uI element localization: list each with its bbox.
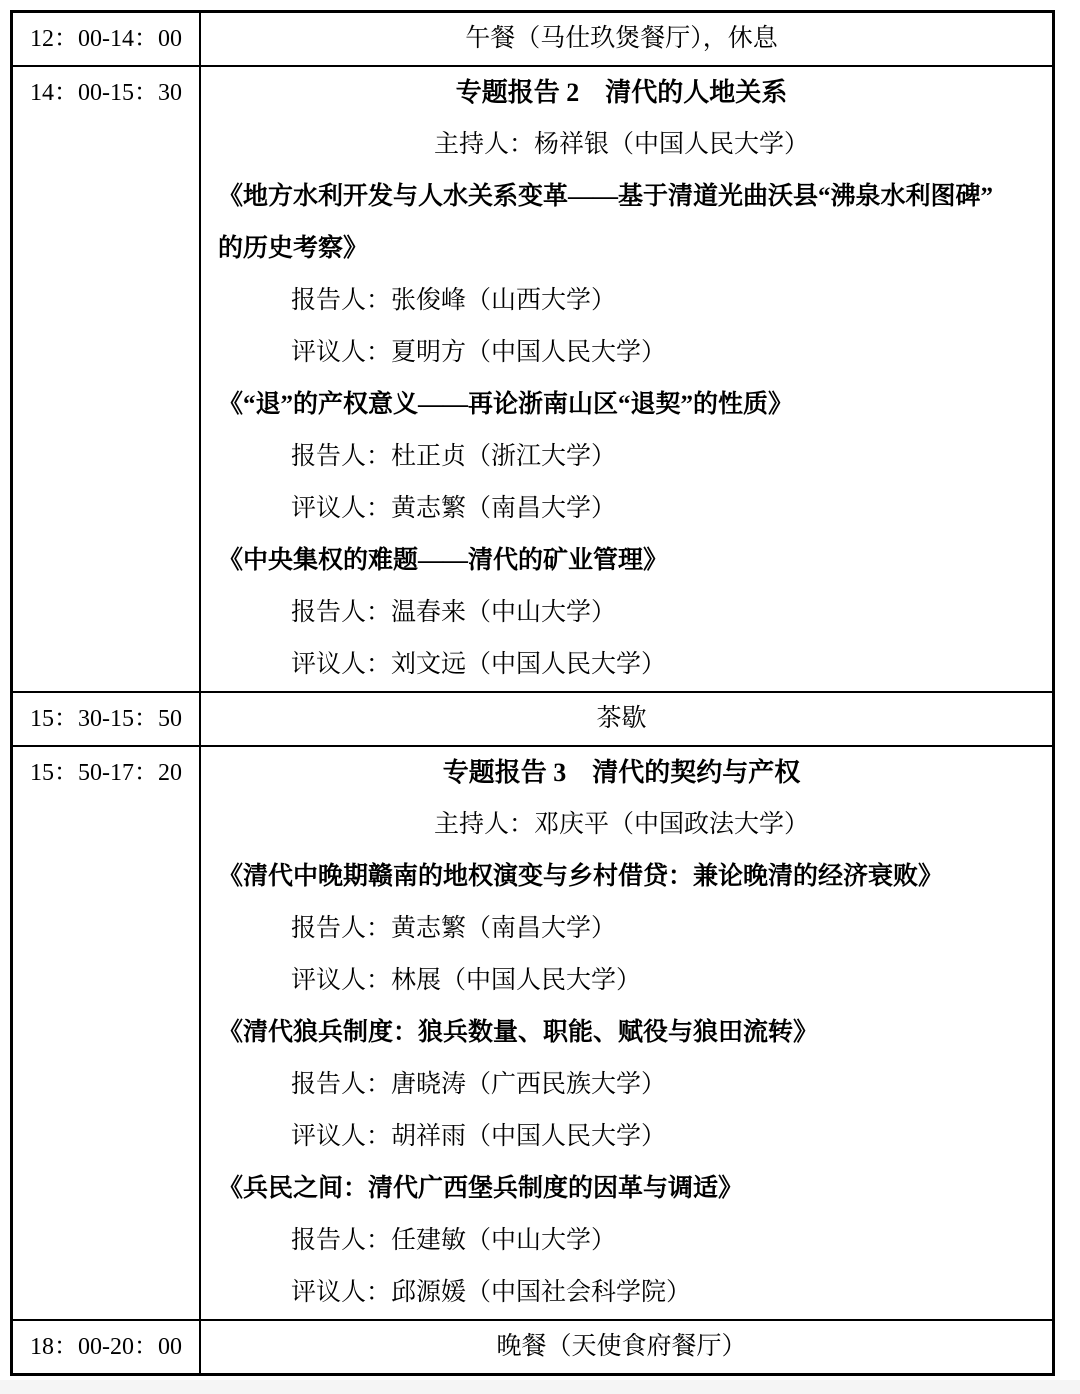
content-cell (201, 1321, 1052, 1373)
participant-line: 评议人：邱源媛（中国社会科学院） (291, 1279, 692, 1306)
schedule-row (13, 1319, 1052, 1373)
session-title: 专题报告 3 清代的契约与产权 (442, 758, 801, 787)
participant-line: 评议人：刘文远（中国人民大学） (291, 651, 667, 678)
page-gap (0, 1380, 1080, 1394)
schedule-row (13, 65, 1052, 691)
participant-line: 报告人：黄志繁（南昌大学） (291, 915, 617, 942)
paper-title: 《中央集权的难题——清代的矿业管理》 (218, 547, 669, 574)
participant-line: 评议人：林展（中国人民大学） (291, 967, 642, 994)
content-cell (201, 747, 1052, 1319)
participant-line: 报告人：张俊峰（山西大学） (291, 287, 617, 314)
participant-line: 评议人：黄志繁（南昌大学） (291, 495, 617, 522)
session-title: 专题报告 2 清代的人地关系 (455, 78, 788, 107)
schedule-row (13, 13, 1052, 65)
schedule-row (13, 745, 1052, 1319)
paper-title: 《地方水利开发与人水关系变革——基于清道光曲沃县“沸泉水利图碑” (218, 183, 994, 210)
paper-title: 《“退”的产权意义——再论浙南山区“退契”的性质》 (218, 391, 794, 418)
time-cell: 15：50-17：20 (13, 747, 201, 1319)
content-cell (201, 67, 1052, 691)
participant-line: 报告人：杜正贞（浙江大学） (291, 443, 617, 470)
participant-line: 评议人：胡祥雨（中国人民大学） (291, 1123, 667, 1150)
paper-title: 《清代狼兵制度：狼兵数量、职能、赋役与狼田流转》 (218, 1019, 819, 1046)
session-chair: 主持人：杨祥银（中国人民大学） (433, 131, 809, 158)
session-chair: 主持人：邓庆平（中国政法大学） (433, 811, 809, 838)
schedule-table (10, 10, 1055, 1376)
event-label: 午餐（马仕玖煲餐厅），休息 (465, 25, 778, 52)
time-cell: 14：00-15：30 (13, 67, 201, 691)
time-cell: 18：00-20：00 (13, 1321, 201, 1373)
content-cell (201, 693, 1052, 745)
content-cell (201, 13, 1052, 65)
paper-title: 的历史考察》 (218, 235, 369, 262)
paper-title: 《清代中晚期赣南的地权演变与乡村借贷：兼论晚清的经济衰败》 (218, 863, 944, 890)
participant-line: 报告人：任建敏（中山大学） (291, 1227, 617, 1254)
participant-line: 评议人：夏明方（中国人民大学） (291, 339, 667, 366)
event-label: 晚餐（天使食府餐厅） (496, 1333, 747, 1360)
participant-line: 报告人：唐晓涛（广西民族大学） (291, 1071, 667, 1098)
paper-title: 《兵民之间：清代广西堡兵制度的因革与调适》 (218, 1175, 744, 1202)
participant-line: 报告人：温春来（中山大学） (291, 599, 617, 626)
schedule-row (13, 691, 1052, 745)
time-cell: 15：30-15：50 (13, 693, 201, 745)
event-label: 茶歇 (596, 705, 647, 732)
time-cell: 12：00-14：00 (13, 13, 201, 65)
